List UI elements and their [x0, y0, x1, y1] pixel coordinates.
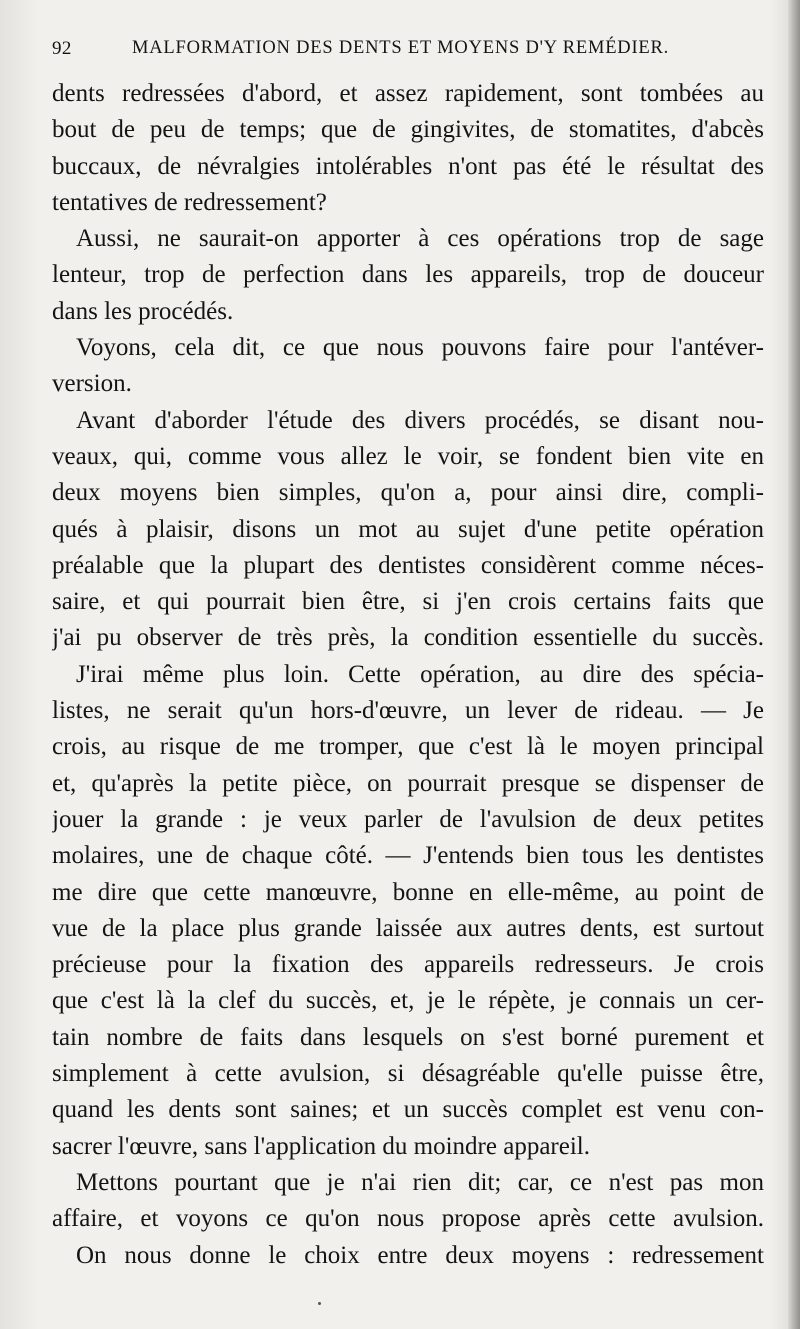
running-title: MALFORMATION DES DENTS ET MOYENS D'Y REMÉDIER.: [132, 38, 670, 58]
text-line: tain nombre de faits dans lesquels on s'est borné purement et: [52, 1023, 764, 1051]
text-line: quand les dents sont saines; et un succès complet est venu con-: [52, 1096, 764, 1124]
text-line: et, qu'après la petite pièce, on pourrait presque se dispenser de: [52, 769, 764, 797]
text-line: me dire que cette manœuvre, bonne en elle-même, au point de: [52, 878, 764, 906]
text-line: affaire, et voyons ce qu'on nous propose après cette avulsion.: [52, 1205, 764, 1233]
text-line: bout de peu de temps; que de gingivites, de stomatites, d'abcès: [52, 116, 764, 144]
text-line: saire, et qui pourrait bien être, si j'en crois certains faits que: [52, 588, 764, 616]
text-line: que c'est là la clef du succès, et, je le répète, je connais un cer-: [52, 987, 764, 1015]
text-line: dans les procédés.: [52, 297, 234, 325]
paragraph-first-line: Avant d'aborder l'étude des divers procédés, se disant nou-: [76, 406, 764, 434]
text-line: dents redressées d'abord, et assez rapidement, sont tombées au: [52, 80, 764, 107]
paragraph-first-line: Voyons, cela dit, ce que nous pouvons faire pour l'antéver-: [76, 334, 764, 362]
text-line: version.: [52, 370, 132, 398]
text-line: précieuse pour la fixation des appareils redresseurs. Je crois: [52, 951, 764, 979]
paragraph-first-line: J'irai même plus loin. Cette opération, au dire des spécia-: [76, 660, 764, 688]
page-number: 92: [52, 38, 72, 59]
page-edge-shadow: [788, 0, 800, 1329]
text-line: crois, au risque de me tromper, que c'est là le moyen principal: [52, 733, 764, 761]
text-line: vue de la place plus grande laissée aux autres dents, est surtout: [52, 914, 764, 942]
text-line: qués à plaisir, disons un mot au sujet d'une petite opération: [52, 515, 764, 543]
body-text: [52, 76, 764, 1274]
text-line: molaires, une de chaque côté. — J'entends bien tous les dentistes: [52, 842, 764, 870]
text-line: tentatives de redressement?: [52, 188, 327, 216]
text-line: sacrer l'œuvre, sans l'application du moindre appareil.: [52, 1132, 590, 1160]
text-line: buccaux, de névralgies intolérables n'ont pas été le résultat des: [52, 152, 764, 180]
running-head: [52, 38, 772, 66]
text-line: listes, ne serait qu'un hors-d'œuvre, un lever de rideau. — Je: [52, 697, 764, 725]
text-line: deux moyens bien simples, qu'on a, pour ainsi dire, compli-: [52, 479, 764, 507]
paragraph-first-line: Mettons pourtant que je n'ai rien dit; car, ce n'est pas mon: [76, 1168, 764, 1196]
text-line: préalable que la plupart des dentistes considèrent comme néces-: [52, 551, 764, 579]
paper-speck: [318, 1302, 321, 1305]
text-line: j'ai pu observer de très près, la condition essentielle du succès.: [52, 624, 764, 652]
paragraph-first-line: Aussi, ne saurait-on apporter à ces opérations trop de sage: [76, 225, 764, 253]
text-line: lenteur, trop de perfection dans les appareils, trop de douceur: [52, 261, 764, 289]
text-line: jouer la grande : je veux parler de l'avulsion de deux petites: [52, 805, 764, 833]
paragraph-first-line: On nous donne le choix entre deux moyens : redressement: [76, 1241, 764, 1269]
text-line: simplement à cette avulsion, si désagréable qu'elle puisse être,: [52, 1060, 764, 1088]
text-line: veaux, qui, comme vous allez le voir, se fondent bien vite en: [52, 442, 764, 470]
